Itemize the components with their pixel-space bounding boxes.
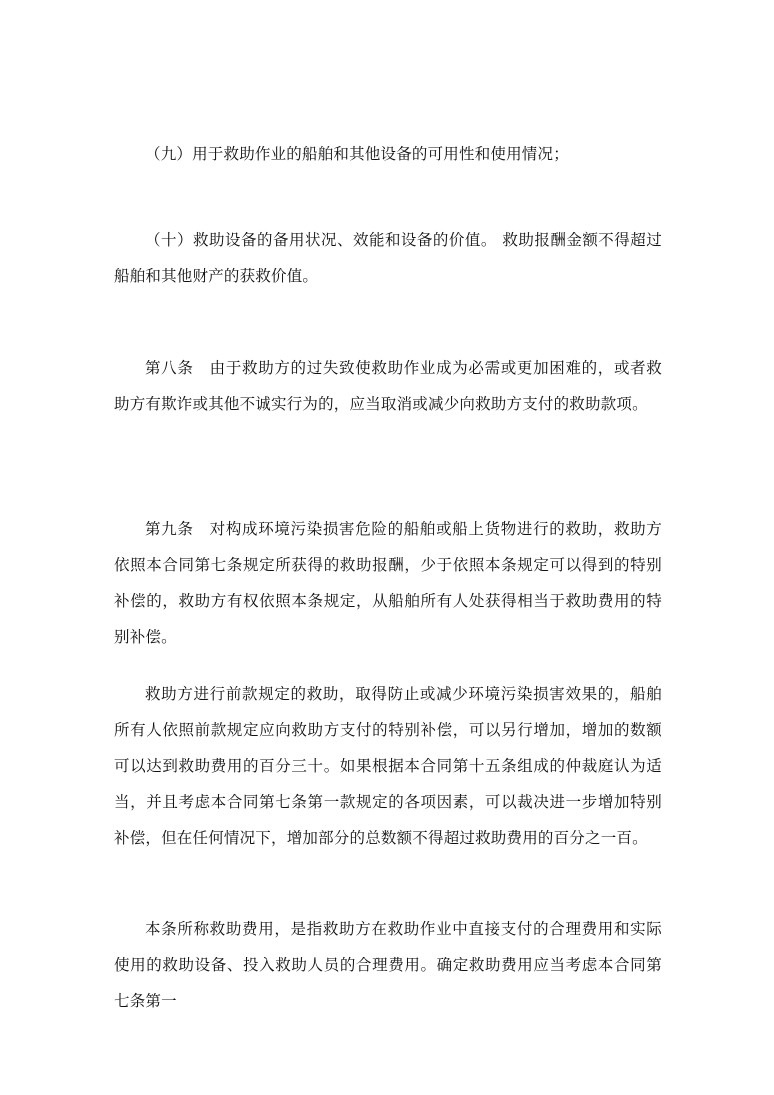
paragraph-item-9: （九）用于救助作业的船舶和其他设备的可用性和使用情况； xyxy=(145,145,569,163)
paragraph-salvage-expenses-definition: 本条所称救助费用，是指救助方在救助作业中直接支付的合理费用和实际使用的救助设备、投入救助人员的合理费用。确定救助费用应当考虑本合同第七条第一 xyxy=(114,920,662,1010)
paragraph-article-9: 第九条 对构成环境污染损害危险的船舶或船上货物进行的救助，救助方依照本合同第七条规定所获得的救助报酬，少于依照本条规定可以得到的特别补偿的，救助方有权依照本条规定，从船舶所有人处获得相当于救助费用的特别补偿。 xyxy=(114,520,662,646)
paragraph-article-8: 第八条 由于救助方的过失致使救助作业成为必需或更加困难的，或者救助方有欺诈或其他不诚实行为的，应当取消或减少向救助方支付的救助款项。 xyxy=(114,359,662,413)
paragraph-item-10: （十）救助设备的备用状况、效能和设备的价值。 救助报酬金额不得超过船舶和其他财产的获救价值。 xyxy=(114,231,662,285)
paragraph-special-compensation-increase: 救助方进行前款规定的救助，取得防止或减少环境污染损害效果的，船舶所有人依照前款规定应向救助方支付的特别补偿，可以另行增加，增加的数额可以达到救助费用的百分三十。如果根据本合同第十五条组成的仲裁庭认为适当，并且考虑本合同第七条第一款规定的各项因素，可以裁决进一步增加特别补偿，但在任何情况下，增加部分的总数额不得超过救助费用的百分之一百。 xyxy=(114,685,662,847)
